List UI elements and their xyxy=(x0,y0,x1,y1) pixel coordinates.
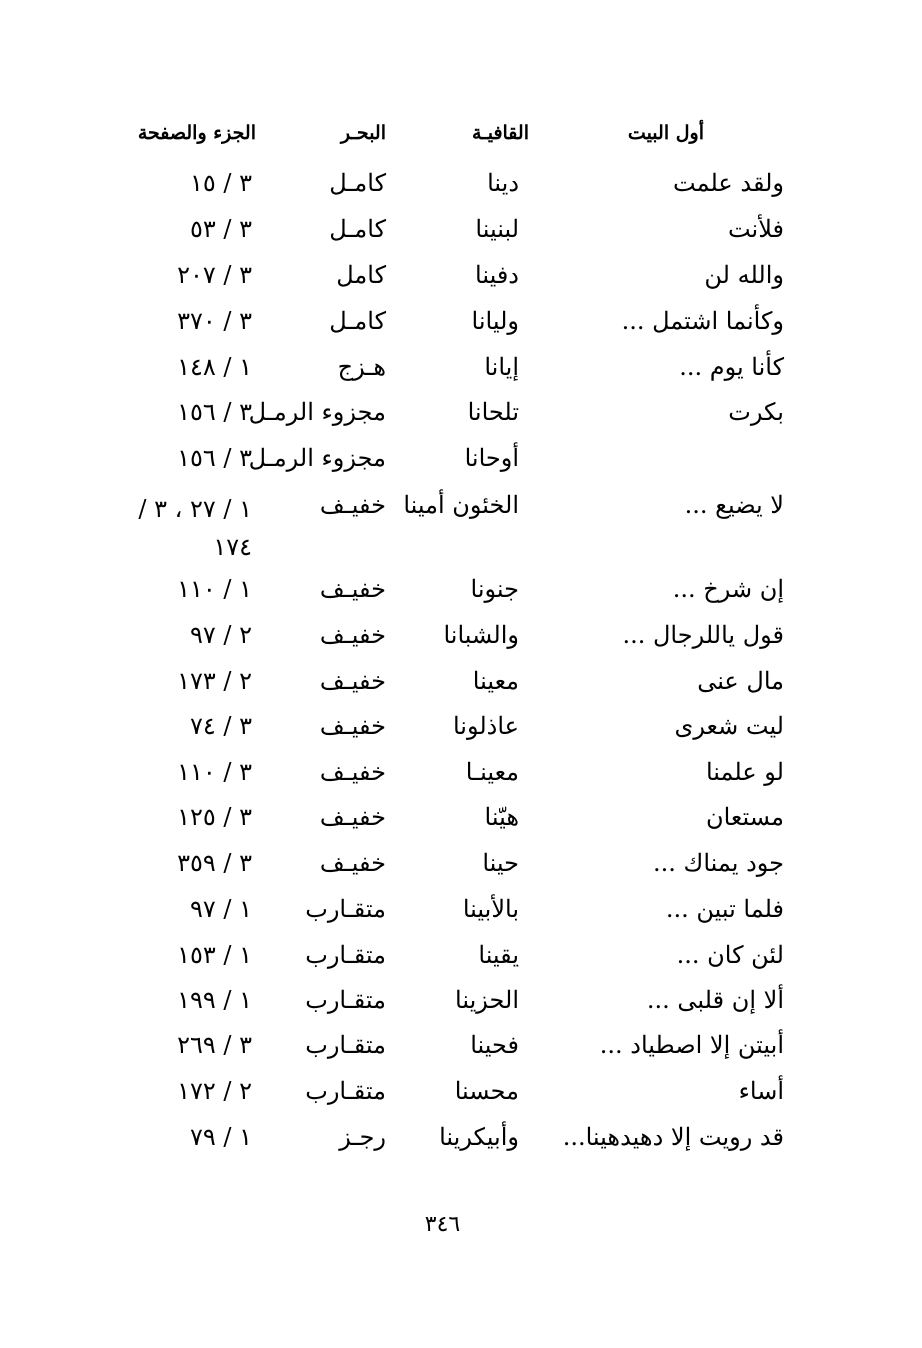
rhyme: محسنا xyxy=(454,1077,519,1105)
meter: متقـارب xyxy=(305,895,386,923)
rhyme: لبنينا xyxy=(475,215,519,243)
volume-page-ref: ٣ / ١١٠ xyxy=(177,758,252,786)
rhyme: معينا xyxy=(472,667,519,695)
table-row xyxy=(0,168,922,214)
meter: خفيـف xyxy=(319,575,386,603)
header-first-verse: أول البيت xyxy=(627,122,704,144)
table-row xyxy=(0,490,922,574)
rhyme: دفينا xyxy=(475,261,519,289)
table-row xyxy=(0,1122,922,1168)
table-row xyxy=(0,306,922,352)
first-verse: لئن كان ... xyxy=(676,941,784,969)
meter: خفيـف xyxy=(319,712,386,740)
first-verse: جود يمناك ... xyxy=(653,849,784,877)
volume-page-ref: ٣ / ٢٦٩ xyxy=(177,1031,252,1059)
meter: متقـارب xyxy=(305,986,386,1014)
first-verse: مستعان xyxy=(705,803,784,831)
first-verse: قول ياللرجال ... xyxy=(622,621,784,649)
first-verse: قد رويت إلا دهيدهينا... xyxy=(562,1123,784,1151)
meter: كامـل xyxy=(329,307,386,335)
volume-page-ref: ١ / ١٤٨ xyxy=(177,353,252,381)
table-row xyxy=(0,352,922,398)
table-row xyxy=(0,260,922,306)
first-verse: ألا إن قلبى ... xyxy=(646,986,784,1014)
meter: خفيـف xyxy=(319,803,386,831)
rhyme: عاذلونا xyxy=(452,712,519,740)
rhyme: الخئون أمينا xyxy=(403,491,519,519)
first-verse: لو علمنا xyxy=(705,758,784,786)
rhyme: حينا xyxy=(482,849,519,877)
volume-page-ref: ٣ / ٣٧٠ xyxy=(177,307,252,335)
volume-page-ref: ٢ / ٩٧ xyxy=(189,621,252,649)
first-verse: ولقد علمت xyxy=(673,169,784,197)
meter: مجزوء الرمـل xyxy=(248,398,386,426)
table-row xyxy=(0,1076,922,1122)
first-verse: وكأنما اشتمل ... xyxy=(621,307,784,335)
meter: كامل xyxy=(336,261,386,289)
table-row xyxy=(0,214,922,260)
volume-page-ref: ١ / ١١٠ xyxy=(177,575,252,603)
table-row xyxy=(0,1030,922,1076)
meter: خفيـف xyxy=(319,491,386,519)
first-verse: ليت شعرى xyxy=(674,712,784,740)
header-rhyme: القافيـة xyxy=(471,122,529,144)
first-verse: فلأنت xyxy=(727,215,784,243)
meter: خفيـف xyxy=(319,667,386,695)
rhyme: وليانا xyxy=(471,307,519,335)
rhyme: أوحانا xyxy=(464,444,519,472)
volume-page-ref: ٣ / ٢٠٧ xyxy=(177,261,252,289)
meter: خفيـف xyxy=(319,849,386,877)
table-row xyxy=(0,802,922,848)
first-verse: بكرت xyxy=(728,398,784,426)
header-volume-page: الجزء والصفحة xyxy=(137,122,256,144)
table-row xyxy=(0,848,922,894)
rhyme: إيانا xyxy=(484,353,519,381)
first-verse: مال عنى xyxy=(697,667,784,695)
page-number: ٣٤٦ xyxy=(424,1212,461,1237)
rhyme: الحزينا xyxy=(455,986,519,1014)
rhyme: جنونا xyxy=(470,575,519,603)
rhyme: يقينا xyxy=(478,941,519,969)
meter: رجـز xyxy=(339,1123,386,1151)
volume-page-ref: ٣ / ١٥ xyxy=(189,169,252,197)
volume-page-ref: ١ / ١٥٣ xyxy=(177,941,252,969)
table-row xyxy=(0,711,922,757)
meter: هـزج xyxy=(337,353,386,381)
table-row xyxy=(0,985,922,1031)
meter: خفيـف xyxy=(319,758,386,786)
volume-page-ref: ٢ / ١٧٣ xyxy=(177,667,252,695)
table-row xyxy=(0,397,922,443)
volume-page-ref: ٢ / ١٧٢ xyxy=(177,1077,252,1105)
meter: خفيـف xyxy=(319,621,386,649)
first-verse: والله لن xyxy=(704,261,784,289)
table-row xyxy=(0,666,922,712)
meter: كامـل xyxy=(329,215,386,243)
meter: متقـارب xyxy=(305,941,386,969)
rhyme: معينـا xyxy=(465,758,519,786)
table-row xyxy=(0,894,922,940)
table-row xyxy=(0,443,922,489)
volume-page-ref: ١ / ٩٧ xyxy=(189,895,252,923)
first-verse: كأنا يوم ... xyxy=(679,353,784,381)
table-row xyxy=(0,574,922,620)
first-verse: أساء xyxy=(738,1077,784,1105)
volume-page-ref: ٣ / ٣٥٩ xyxy=(177,849,252,877)
rhyme: بالأبينا xyxy=(462,895,519,923)
table-row xyxy=(0,940,922,986)
first-verse: أبيتن إلا اصطياد ... xyxy=(599,1031,784,1059)
rhyme: دينا xyxy=(487,169,519,197)
rhyme: فحينا xyxy=(470,1031,519,1059)
first-verse: لا يضيع ... xyxy=(684,491,784,519)
meter: متقـارب xyxy=(305,1031,386,1059)
volume-page-ref: ٣ / ١٥٦ xyxy=(177,398,252,426)
table-row xyxy=(0,620,922,666)
meter: مجزوء الرمـل xyxy=(248,444,386,472)
volume-page-ref: ٣ / ٧٤ xyxy=(189,712,252,740)
volume-page-ref: ١ / ٢٧ ، ٣ / ١٧٤ xyxy=(138,495,252,561)
first-verse: فلما تبين ... xyxy=(665,895,784,923)
volume-page-ref: ١ / ٧٩ xyxy=(189,1123,252,1151)
rhyme: هيّنا xyxy=(484,803,519,831)
table-row xyxy=(0,757,922,803)
rhyme: والشبانا xyxy=(443,621,519,649)
volume-page-ref: ١ / ١٩٩ xyxy=(177,986,252,1014)
meter: كامـل xyxy=(329,169,386,197)
rhyme: وأبيكرينا xyxy=(439,1123,519,1151)
volume-page-ref: ٣ / ١٢٥ xyxy=(177,803,252,831)
volume-page-ref: ٣ / ١٥٦ xyxy=(177,444,252,472)
first-verse: إن شرخ ... xyxy=(672,575,784,603)
header-meter: البحـر xyxy=(340,122,386,144)
meter: متقـارب xyxy=(305,1077,386,1105)
volume-page-ref: ٣ / ٥٣ xyxy=(189,215,252,243)
rhyme: تلحانا xyxy=(467,398,519,426)
